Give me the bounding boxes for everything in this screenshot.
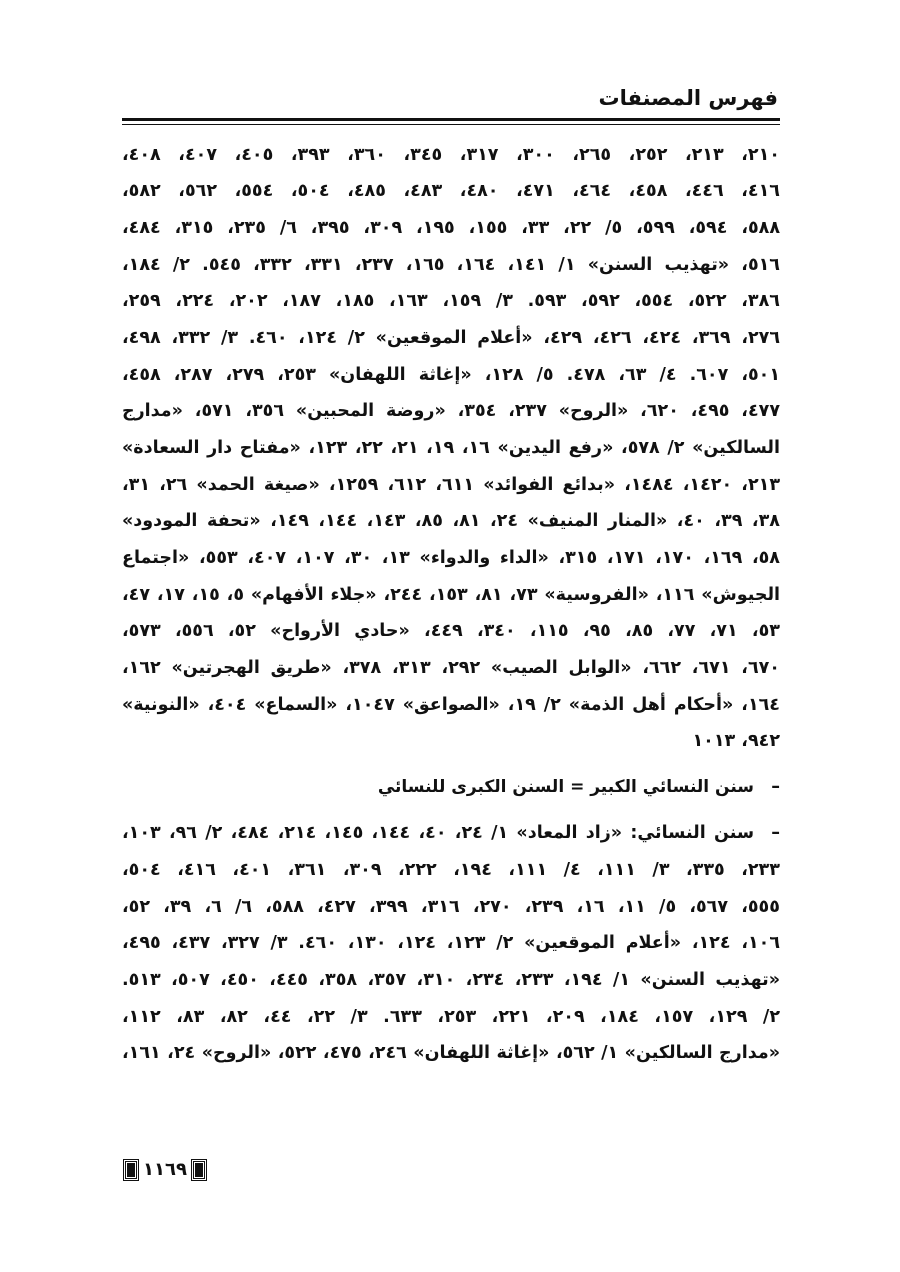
index-line: ٢١٠، ٢١٣، ٢٥٢، ٢٦٥، ٣٠٠، ٣١٧، ٣٤٥، ٣٦٠، ٣٩٣، ٤٠٥، ٤٠٧، ٤٠٨،: [122, 145, 780, 165]
header-rule-thick: [122, 118, 780, 121]
index-line: ١٠٦، ١٢٤، «أعلام الموقعين» ٢/ ١٢٣، ١٢٤، ١٣٠، ٤٦٠. ٣/ ٣٢٧، ٤٣٧، ٤٩٥،: [122, 933, 780, 953]
index-line: ٣٨٦، ٥٢٢، ٥٥٤، ٥٩٢، ٥٩٣. ٣/ ١٥٩، ١٦٣، ١٨٥، ١٨٧، ٢٠٢، ٢٢٤، ٢٥٩،: [122, 291, 780, 311]
index-line: ٤١٦، ٤٤٦، ٤٥٨، ٤٦٤، ٤٧١، ٤٨٠، ٤٨٣، ٤٨٥، ٥٠٤، ٥٥٤، ٥٦٢، ٥٨٢،: [122, 181, 780, 201]
index-line: «مدارج السالكين» ١/ ٥٦٢، «إغاثة اللهفان» ٢٤٦، ٤٧٥، ٥٢٢، «الروح» ٢٤، ١٦١،: [122, 1043, 780, 1063]
index-line: ٤٧٧، ٤٩٥، ٦٢٠، «الروح» ٢٣٧، ٣٥٤، «روضة المحبين» ٣٥٦، ٥٧١، «مدارج: [122, 401, 780, 421]
ornament-icon: [124, 1160, 138, 1180]
index-entry-nasai: [122, 814, 780, 852]
index-line: ٣٨، ٣٩، ٤٠، «المنار المنيف» ٢٤، ٨١، ٨٥، ١٤٣، ١٤٤، ١٤٩، «تحفة المودود»: [122, 511, 780, 531]
index-line: ٥١٦، «تهذيب السنن» ١/ ١٤١، ١٦٤، ١٦٥، ٢٣٧، ٣٣١، ٣٣٢، ٥٤٥. ٢/ ١٨٤،: [122, 255, 780, 275]
entry-dash: –: [771, 777, 780, 797]
index-line: ٥٠١، ٦٠٧. ٤/ ٦٣، ٤٧٨. ٥/ ١٢٨، «إغاثة اللهفان» ٢٥٣، ٢٧٩، ٢٨٧، ٤٥٨،: [122, 365, 780, 385]
index-line: ١٦٤، «أحكام أهل الذمة» ٢/ ١٩، «الصواعق» ١٠٤٧، «السماع» ٤٠٤، «النونية»: [122, 695, 780, 715]
entry-heading: سنن النسائي الكبير = السنن الكبرى للنسائي: [377, 777, 754, 797]
index-line: ٥٣، ٧١، ٧٧، ٨٥، ٩٥، ١١٥، ٣٤٠، ٤٤٩، «حادي الأرواح» ٥٢، ٥٥٦، ٥٧٣،: [122, 621, 780, 641]
ornament-icon: [192, 1160, 206, 1180]
index-line: الجيوش» ١١٦، «الفروسية» ٧٣، ٨١، ١٥٣، ٢٤٤، «جلاء الأفهام» ٥، ١٥، ١٧، ٤٧،: [122, 585, 780, 605]
running-head: فهرس المصنفات: [598, 86, 778, 110]
index-line: ٢/ ١٢٩، ١٥٧، ١٨٤، ٢٠٩، ٢٢١، ٢٥٣، ٦٣٣. ٣/ ٢٢، ٤٤، ٨٢، ٨٣، ١١٢،: [122, 1007, 780, 1027]
index-line: ٥٥٥، ٥٦٧، ٥/ ١١، ١٦، ٢٣٩، ٢٧٠، ٣١٦، ٣٩٩، ٤٢٧، ٥٨٨، ٦/ ٦، ٣٩، ٥٢،: [122, 897, 780, 917]
index-line: السالكين» ٢/ ٥٧٨، «رفع اليدين» ١٦، ١٩، ٢١، ٢٢، ١٢٣، «مفتاح دار السعادة»: [122, 438, 780, 458]
header-rule-thin: [122, 124, 780, 125]
entry-heading-line: سنن النسائي: «زاد المعاد» ١/ ٢٤، ٤٠، ١٤٤، ١٤٥، ٢١٤، ٤٨٤، ٢/ ٩٦، ١٠٣،: [122, 823, 755, 843]
index-line: ٩٤٢، ١٠١٣: [692, 731, 780, 751]
index-line: ٥٨٨، ٥٩٤، ٥٩٩، ٥/ ٢٢، ٣٣، ١٥٥، ١٩٥، ٣٠٩، ٣٩٥، ٦/ ٢٣٥، ٣١٥، ٤٨٤،: [122, 218, 780, 238]
page-number: [124, 1156, 206, 1184]
index-line: ٢٣٣، ٣٣٥، ٣/ ١١١، ٤/ ١١١، ١٩٤، ٢٢٢، ٣٠٩، ٣٦١، ٤٠١، ٤١٦، ٥٠٤،: [122, 860, 780, 880]
index-line: ٥٨، ١٦٩، ١٧٠، ١٧١، ٣١٥، «الداء والدواء» ١٣، ٣٠، ١٠٧، ٤٠٧، ٥٥٣، «اجتماع: [122, 548, 780, 568]
page-number-text: ١١٦٩: [143, 1159, 187, 1180]
index-line: ٢١٣، ١٤٢٠، ١٤٨٤، «بدائع الفوائد» ٦١١، ٦١٢، ١٢٥٩، «صيغة الحمد» ٢٦، ٣١،: [122, 475, 780, 495]
entry-dash: –: [771, 823, 780, 843]
index-line: ٦٧٠، ٦٧١، ٦٦٢، «الوابل الصيب» ٢٩٢، ٣١٣، ٣٧٨، «طريق الهجرتين» ١٦٢،: [122, 658, 780, 678]
index-line: ٢٧٦، ٣٦٩، ٤٢٤، ٤٢٦، ٤٢٩، «أعلام الموقعين» ٢/ ١٢٤، ٤٦٠. ٣/ ٣٣٢، ٤٩٨،: [122, 328, 780, 348]
index-line: «تهذيب السنن» ١/ ١٩٤، ٢٣٣، ٢٣٤، ٣١٠، ٣٥٧، ٣٥٨، ٤٤٥، ٤٥٠، ٥٠٧، ٥١٣.: [122, 970, 780, 990]
index-entry-nasai-kabir: [122, 768, 780, 806]
